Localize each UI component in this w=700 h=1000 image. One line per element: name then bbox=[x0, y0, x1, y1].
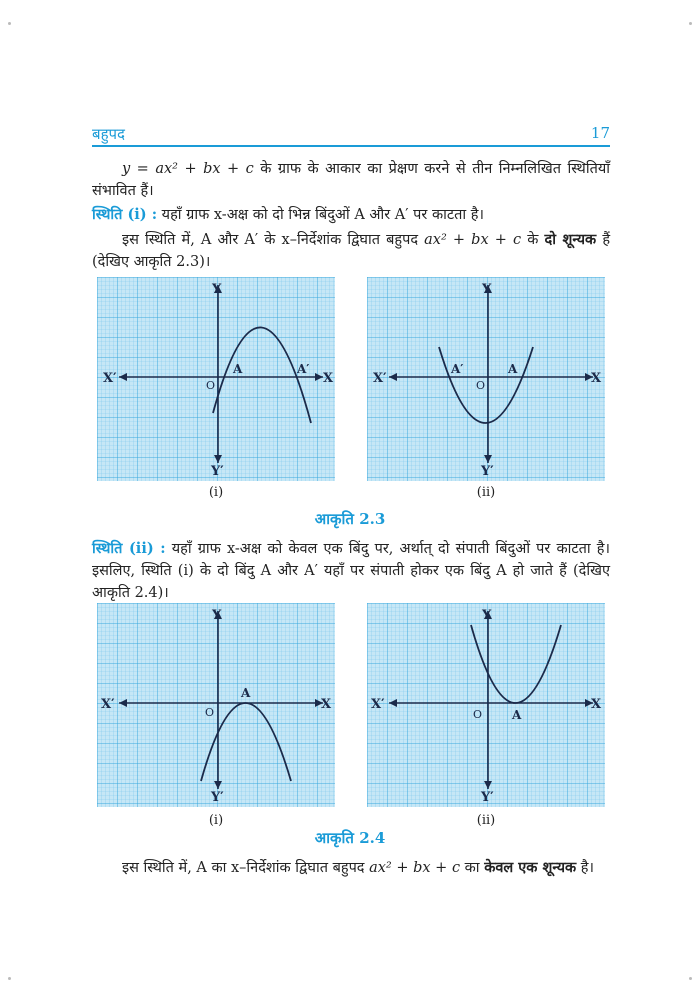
graph-label-origin: O bbox=[476, 379, 486, 392]
case1-p2-pre: इस स्थिति में, A और A′ के x–निर्देशांक द्विघात बहुपद bbox=[122, 232, 425, 248]
graph-label-y-neg: Y′ bbox=[481, 790, 494, 805]
case1-p2-bold: दो शून्यक bbox=[544, 231, 597, 248]
graph-label-y-neg: Y′ bbox=[211, 790, 224, 805]
figure-2-4-caption: आकृति 2.4 bbox=[314, 829, 386, 847]
graph-svg bbox=[97, 603, 335, 807]
case2-text: यहाँ ग्राफ x-अक्ष को केवल एक बिंदु पर, अर्थात् दो संपाती बिंदुओं पर काटता है। इसलिए, स्थिति (i) के दो बिंदु A और A′ यहाँ पर संपाती होकर एक बिंदु A हो जाते हैं (देखिए आकृति 2.4)। bbox=[92, 541, 610, 601]
graph-label-a-prime: A′ bbox=[451, 362, 464, 376]
graph-label-a: A bbox=[508, 362, 518, 376]
graph-label-a: A bbox=[512, 708, 522, 722]
graph-label-x-neg: X′ bbox=[373, 371, 387, 386]
graph-svg bbox=[367, 603, 605, 807]
conclusion-pre: इस स्थिति में, A का x–निर्देशांक द्विघात बहुपद bbox=[122, 860, 370, 876]
graph-label-x: X bbox=[591, 371, 602, 386]
graph-label-origin: O bbox=[473, 708, 483, 721]
graph-label-y: Y bbox=[482, 282, 492, 297]
case1-p2-post: हैं (देखिए आकृति 2.3)। bbox=[92, 232, 611, 270]
intro-text: के ग्राफ के आकार का प्रेक्षण करने से तीन निम्नलिखित स्थितियाँ संभावित हैं। bbox=[92, 161, 611, 199]
graph-label-x: X bbox=[591, 697, 602, 712]
conclusion-eq: ax² + bx + c bbox=[369, 860, 461, 876]
case1-paragraph-2 bbox=[92, 229, 610, 273]
case2-label: स्थिति (ii) : bbox=[92, 540, 166, 557]
graph-label-a: A bbox=[233, 362, 243, 376]
graph-label-y: Y bbox=[212, 282, 222, 297]
graph-svg bbox=[97, 277, 335, 481]
intro-paragraph bbox=[92, 158, 610, 202]
case1-p2-eq: ax² + bx + c bbox=[424, 232, 522, 248]
case1-label: स्थिति (i) : bbox=[92, 206, 158, 223]
conclusion-bold: केवल एक शून्यक bbox=[484, 859, 577, 876]
page-number: 17 bbox=[590, 124, 610, 142]
figure-2-3-graph-1 bbox=[97, 277, 335, 481]
corner-mark bbox=[8, 22, 11, 25]
graph-label-origin: O bbox=[205, 706, 215, 719]
corner-mark bbox=[8, 977, 11, 980]
graph-label-x: X bbox=[323, 371, 334, 386]
figure-2-4-graph-2 bbox=[367, 603, 605, 807]
figure-2-4-sub-label-2: (ii) bbox=[476, 813, 496, 828]
graph-label-x-neg: X′ bbox=[101, 697, 115, 712]
graph-label-y: Y bbox=[212, 608, 222, 623]
figure-2-3-sub-label-2: (ii) bbox=[476, 485, 496, 500]
figure-2-3-sub-label-1: (i) bbox=[208, 485, 224, 500]
graph-svg bbox=[367, 277, 605, 481]
graph-label-x-neg: X′ bbox=[371, 697, 385, 712]
case1-p2-mid: के bbox=[521, 232, 545, 248]
intro-equation: y = ax² + bx + c bbox=[122, 161, 254, 177]
chapter-title: बहुपद bbox=[92, 125, 126, 143]
conclusion-mid: का bbox=[460, 860, 485, 876]
conclusion-post: है। bbox=[576, 860, 594, 876]
figure-2-3-caption: आकृति 2.3 bbox=[314, 510, 386, 528]
case1-text: यहाँ ग्राफ x-अक्ष को दो भिन्न बिंदुओं A और A′ पर काटता है। bbox=[157, 207, 484, 223]
figure-2-3-graph-2 bbox=[367, 277, 605, 481]
corner-mark bbox=[689, 977, 692, 980]
graph-label-origin: O bbox=[206, 379, 216, 392]
case1-paragraph bbox=[92, 204, 610, 226]
conclusion-paragraph bbox=[92, 857, 610, 879]
figure-2-4-sub-label-1: (i) bbox=[208, 813, 224, 828]
header-rule bbox=[92, 145, 610, 147]
graph-label-y-neg: Y′ bbox=[481, 464, 494, 479]
graph-label-x: X bbox=[321, 697, 332, 712]
graph-label-a: A bbox=[241, 686, 251, 700]
graph-label-y-neg: Y′ bbox=[211, 464, 224, 479]
figure-2-4-graph-1 bbox=[97, 603, 335, 807]
graph-label-y: Y bbox=[482, 608, 492, 623]
corner-mark bbox=[689, 22, 692, 25]
graph-label-x-neg: X′ bbox=[103, 371, 117, 386]
running-head bbox=[92, 124, 610, 146]
graph-label-a-prime: A′ bbox=[297, 362, 310, 376]
case2-paragraph bbox=[92, 538, 610, 604]
